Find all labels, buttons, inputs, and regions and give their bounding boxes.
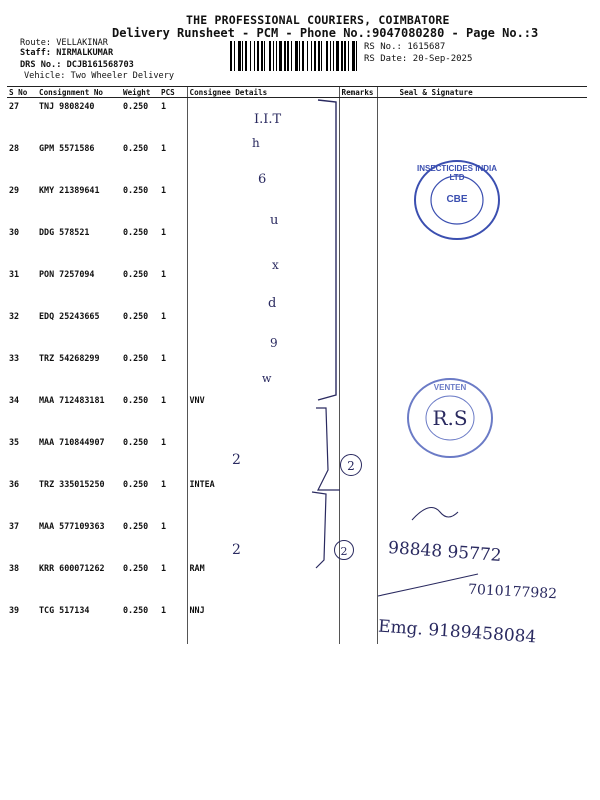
circled-mark [334, 540, 354, 560]
signature-stroke [412, 508, 458, 521]
col-consignment: Consignment No [37, 87, 121, 98]
cell-pcs: 1 [161, 353, 167, 363]
handwritten-mark: h [252, 136, 260, 150]
bracket-stroke [318, 100, 336, 400]
cell-weight: 0.250 [123, 311, 149, 321]
vehicle-value: Two Wheeler Delivery [70, 71, 175, 81]
rs-no-label: RS No.: [364, 42, 402, 52]
cell-weight: 0.250 [123, 605, 149, 615]
cell-pcs: 1 [161, 101, 167, 111]
circled-mark [340, 454, 362, 476]
cell-sno: 27 [9, 101, 20, 111]
cell-sno: 29 [9, 185, 20, 195]
cell-pcs: 1 [161, 395, 167, 405]
route-value: VELLAKINAR [56, 38, 108, 48]
cell-consignment: PON 7257094 [39, 269, 95, 279]
cell-consignment: MAA 710844907 [39, 437, 105, 447]
cell-consignment: MAA 577109363 [39, 521, 105, 531]
cell-pcs: 1 [161, 521, 167, 531]
handwritten-mark: u [270, 213, 279, 228]
cell-weight: 0.250 [123, 563, 149, 573]
cell-sno: 34 [9, 395, 20, 405]
vehicle-label: Vehicle: [24, 71, 66, 81]
handwritten-mark: d [268, 296, 277, 311]
col-pcs: PCS [159, 87, 187, 98]
cell-consignment: KRR 600071262 [39, 563, 105, 573]
bracket-stroke [316, 408, 340, 490]
rs-date-label: RS Date: [364, 54, 408, 64]
cell-consignment: MAA 712483181 [39, 395, 105, 405]
cell-weight: 0.250 [123, 101, 149, 111]
cell-pcs: 1 [161, 479, 167, 489]
rs-date-value: 20-Sep-2025 [412, 54, 473, 64]
handwritten-phone: 7010177982 [467, 581, 558, 603]
handwritten-mark: 2 [232, 452, 241, 468]
delivery-stamp [405, 376, 495, 460]
rs-no-value: 1615687 [407, 42, 446, 52]
cell-pcs: 1 [161, 437, 167, 447]
col-sno: S No [7, 87, 37, 98]
col-remarks: Remarks [339, 87, 377, 98]
cell-consignment: DDG 578521 [39, 227, 90, 237]
cell-weight: 0.250 [123, 227, 149, 237]
cell-pcs: 1 [161, 269, 167, 279]
cell-pcs: 1 [161, 143, 167, 153]
cell-weight: 0.250 [123, 353, 149, 363]
cell-weight: 0.250 [123, 437, 149, 447]
signature-prefix: Emg. [377, 616, 424, 640]
handwritten-mark: w [262, 372, 272, 385]
cell-weight: 0.250 [123, 269, 149, 279]
stamp-signature: R.S [432, 406, 468, 430]
signature-phone: 9189458084 [427, 620, 537, 648]
cell-consignment: TRZ 335015250 [39, 479, 105, 489]
cell-weight: 0.250 [123, 479, 149, 489]
cell-weight: 0.250 [123, 395, 149, 405]
bracket-stroke [312, 492, 326, 568]
cell-consignee: VNV [187, 392, 339, 434]
cell-sno: 35 [9, 437, 20, 447]
cell-sno: 30 [9, 227, 20, 237]
stamp-center-text: CBE [446, 194, 468, 205]
col-consignee: Consignee Details [187, 87, 339, 98]
circled-mark-text: 2 [340, 545, 348, 558]
staff-label: Staff: [20, 48, 52, 58]
cell-sno: 37 [9, 521, 20, 531]
cell-sno: 39 [9, 605, 20, 615]
cell-consignee: NNJ [187, 602, 339, 644]
cell-consignee: INTEA [187, 476, 339, 518]
cell-consignee: RAM [187, 560, 339, 602]
cell-sno: 36 [9, 479, 20, 489]
handwritten-iit: I.I.T [254, 112, 282, 127]
staff-value: NIRMALKUMAR [56, 48, 114, 58]
cell-consignment: GPM 5571586 [39, 143, 95, 153]
cell-consignment: KMY 21389641 [39, 185, 100, 195]
cell-sno: 32 [9, 311, 20, 321]
cell-weight: 0.250 [123, 143, 149, 153]
cell-sno: 38 [9, 563, 20, 573]
col-seal: Seal & Signature [377, 87, 587, 98]
cell-sno: 33 [9, 353, 20, 363]
cell-weight: 0.250 [123, 521, 149, 531]
signature-stroke [378, 574, 478, 596]
company-title: THE PROFESSIONAL COURIERS, COIMBATORE [186, 13, 450, 27]
cell-weight: 0.250 [123, 185, 149, 195]
handwritten-mark: x [272, 258, 279, 272]
handwritten-mark: 6 [258, 172, 267, 187]
cell-sno: 31 [9, 269, 20, 279]
cell-pcs: 1 [161, 227, 167, 237]
handwritten-mark: 2 [232, 542, 241, 558]
stamp-text: VENTEN [433, 383, 467, 392]
drs-label: DRS No.: [20, 60, 62, 70]
cell-consignment: TCG 517134 [39, 605, 90, 615]
cell-consignment: TNJ 9808240 [39, 101, 95, 111]
cell-pcs: 1 [161, 563, 167, 573]
stamp-text: INSECTICIDES INDIA LTD [416, 164, 497, 182]
cell-pcs: 1 [161, 185, 167, 195]
drs-value: DCJB161568703 [66, 60, 134, 70]
runsheet-subtitle: Delivery Runsheet - PCM - Phone No.:9047080280 - Page No.:3 [112, 26, 539, 40]
company-stamp [412, 158, 502, 242]
handwritten-mark: 9 [270, 336, 278, 350]
col-weight: Weight [121, 87, 159, 98]
cell-sno: 28 [9, 143, 20, 153]
cell-consignment: EDQ 25243665 [39, 311, 100, 321]
cell-consignment: TRZ 54268299 [39, 353, 100, 363]
route-label: Route: [20, 38, 52, 48]
cell-pcs: 1 [161, 311, 167, 321]
cell-pcs: 1 [161, 605, 167, 615]
handwritten-phone: 98848 95772 [387, 538, 503, 566]
circled-mark-text: 2 [347, 459, 355, 473]
